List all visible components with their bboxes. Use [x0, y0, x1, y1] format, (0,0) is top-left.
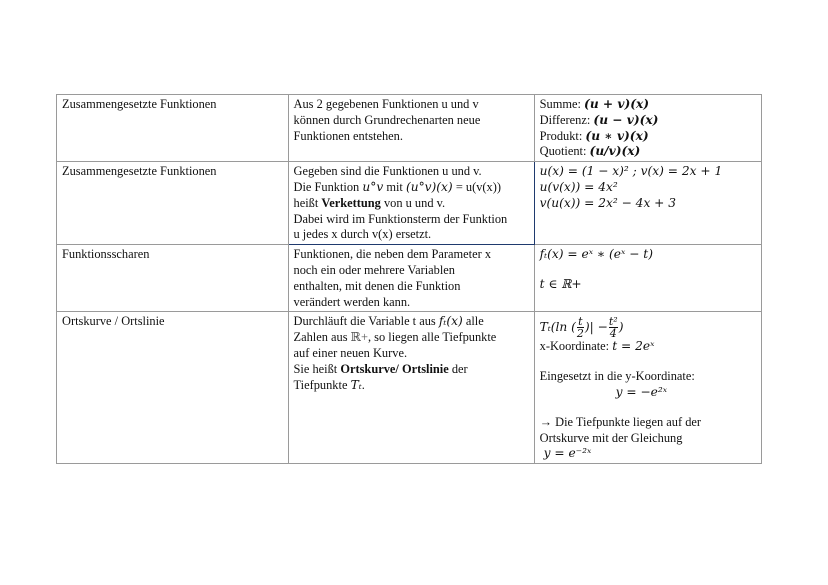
- description-line: Funktionen entstehen.: [293, 128, 403, 143]
- example-cell: [534, 245, 761, 312]
- table-row: [57, 245, 762, 312]
- description-line: noch ein oder mehrere Variablen: [293, 262, 455, 277]
- description-line: auf einer neuen Kurve.: [293, 345, 408, 360]
- conclusion-line: Ortskurve mit der Gleichung: [539, 430, 683, 445]
- example-formula: fₜ(x) = eˣ ∗ (eˣ − t): [539, 247, 653, 262]
- topic-text: Zusammengesetzte Funktionen: [62, 164, 217, 179]
- example-cell: [534, 95, 761, 162]
- description-line: verändert werden kann.: [293, 294, 411, 309]
- description-cell: [288, 162, 534, 245]
- example-cell: [534, 312, 761, 464]
- example-cell: [534, 162, 761, 245]
- example-sum: Summe: (u + v)(x): [539, 97, 650, 111]
- description-line: heißt Verkettung von u und v.: [293, 195, 446, 210]
- description-line: Tiefpunkte Tₜ.: [293, 377, 365, 392]
- conclusion-formula: y = e⁻²ˣ: [543, 446, 592, 461]
- inserted-formula: y = −e²ˣ: [615, 384, 668, 399]
- example-product: Produkt: (u ∗ v)(x): [539, 128, 649, 143]
- description-cell: [288, 245, 534, 312]
- description-line: Gegeben sind die Funktionen u und v.: [293, 164, 482, 179]
- topic-text: Funktionsscharen: [62, 247, 150, 262]
- inserted-label: Eingesetzt in die y-Koordinate:: [539, 369, 695, 384]
- example-quotient: Quotient: (u/v)(x): [539, 144, 641, 159]
- description-line: Durchläuft die Variable t aus fₜ(x) alle: [293, 314, 484, 329]
- arrow-right-icon: →: [539, 414, 553, 429]
- topic-cell: [57, 245, 289, 312]
- description-line: Zahlen aus ℝ+, so liegen alle Tiefpunkte: [293, 330, 497, 345]
- tiefpunkt-formula: Tₜ(ln ( $\frac{t}{2}$ )| − $\frac{\text{t²}}{4}$ ): [539, 315, 624, 341]
- conclusion-line: → Die Tiefpunkte liegen auf der: [539, 414, 702, 429]
- example-formula: u(v(x)) = 4x²: [539, 179, 618, 194]
- description-line: Aus 2 gegebenen Funktionen u und v: [293, 97, 479, 111]
- description-line: können durch Grundrechenarten neue: [293, 112, 481, 127]
- example-formula: t ∈ ℝ+: [539, 276, 582, 291]
- description-line: Dabei wird im Funktionsterm der Funktion: [293, 211, 508, 226]
- example-formula: v(u(x)) = 2x² − 4x + 3: [539, 195, 677, 210]
- topic-text: Ortskurve / Ortslinie: [62, 314, 165, 329]
- description-cell: [288, 312, 534, 464]
- topic-cell: [57, 95, 289, 162]
- example-formula: u(x) = (1 − x)² ; v(x) = 2x + 1: [539, 164, 723, 179]
- description-line: Funktionen, die neben dem Parameter x: [293, 247, 492, 262]
- description-line: enthalten, mit denen die Funktion: [293, 278, 461, 293]
- example-difference: Differenz: (u − v)(x): [539, 112, 659, 127]
- table-row: [57, 162, 762, 245]
- functions-table: [56, 94, 762, 464]
- description-line: u jedes x durch v(x) ersetzt.: [293, 227, 432, 242]
- table-row: [57, 95, 762, 162]
- topic-cell: [57, 312, 289, 464]
- description-cell: [288, 95, 534, 162]
- x-coordinate: x-Koordinate: t = 2eˣ: [539, 339, 655, 354]
- description-line: Sie heißt Ortskurve/ Ortslinie der: [293, 361, 468, 376]
- topic-text: Zusammengesetzte Funktionen: [62, 97, 217, 111]
- table-row: [57, 312, 762, 464]
- description-line: Die Funktion u°v mit (u°v)(x) = u(v(x)): [293, 179, 501, 194]
- topic-cell: [57, 162, 289, 245]
